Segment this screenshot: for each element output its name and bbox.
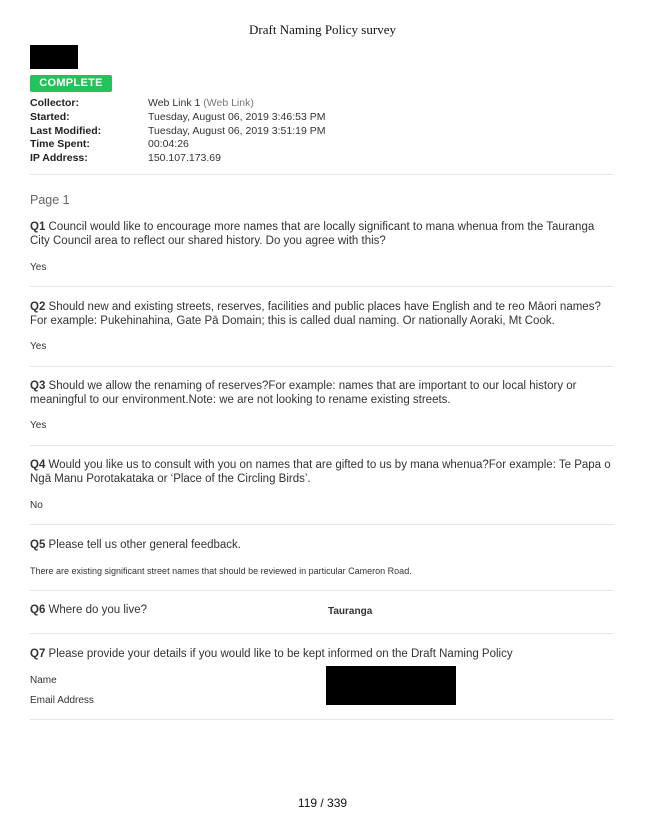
question-text: Should new and existing streets, reserves, facilities and public places have English and te reo Māori names?For example: Pukehinahina, Gate Pā Domain; this is called dual naming. Or nationally Aoraki, Mt Cook. [30,301,601,327]
meta-row-started [30,111,325,125]
answer-1: Yes [30,262,47,273]
divider [30,366,614,367]
collector-value [148,97,254,111]
redacted-contact-details [326,666,456,705]
status-badge: COMPLETE [30,75,112,92]
modified-label: Last Modified: [30,124,102,137]
question-text: Would you like us to consult with you on names that are gifted to us by mana whenua?For example: Te Papa o Ngā Manu Porotakataka or ‘Place of the Circling Birds’. [30,459,611,485]
divider [30,633,614,634]
collector-label: Collector: [30,97,80,109]
time-value: 00:04:26 [148,138,189,151]
divider [30,174,614,175]
meta-row-time [30,138,325,152]
question-number: Q2 [30,301,46,313]
field-label-email: Email Address [30,695,94,706]
redacted-logo [30,45,78,69]
started-label: Started: [30,110,70,123]
time-label: Time Spent: [30,138,90,151]
document-title: Draft Naming Policy survey [249,22,396,37]
question-number: Q6 [30,604,46,616]
question-number: Q3 [30,380,46,392]
question-6 [30,604,310,618]
field-label-name: Name [30,675,57,686]
answer-3: Yes [30,420,47,431]
question-text: Please provide your details if you would like to be kept informed on the Draft Naming Policy [45,648,513,660]
question-1 [30,221,614,248]
answer-5: There are existing significant street names that should be reviewed in particular Cameron Road. [30,566,412,576]
divider [30,719,614,720]
page-label: Page 1 [30,193,70,207]
modified-value: Tuesday, August 06, 2019 3:51:19 PM [148,124,326,137]
collector-type: (Web Link) [203,97,254,109]
divider [30,524,614,525]
meta-row-ip [30,152,325,166]
question-number: Q1 [30,221,46,233]
question-text: Please tell us other general feedback. [45,539,241,551]
question-text: Where do you live? [45,604,147,616]
question-4 [30,459,614,486]
response-metadata [30,97,325,166]
collector-name: Web Link 1 [148,97,201,109]
ip-value: 150.107.173.69 [148,152,221,165]
ip-label: IP Address: [30,152,88,165]
page-number: 119 / 339 [297,796,348,810]
question-number: Q4 [30,459,46,471]
meta-row-collector [30,97,325,111]
question-7 [30,648,614,662]
question-3 [30,380,614,407]
question-text: Should we allow the renaming of reserves?For example: names that are important to our local history or meaningful to our environment.Note: we are not looking to rename existing streets. [30,380,577,406]
answer-6: Tauranga [328,606,373,617]
divider [30,590,614,591]
question-text: Council would like to encourage more names that are locally significant to mana whenua from the Tauranga City Council area to reflect our shared history. Do you agree with this? [30,221,595,247]
question-number: Q7 [30,648,46,660]
question-5 [30,539,614,553]
divider [30,286,614,287]
answer-4: No [30,500,43,511]
question-2 [30,301,614,328]
divider [30,445,614,446]
meta-row-modified [30,125,325,139]
started-value: Tuesday, August 06, 2019 3:46:53 PM [148,110,326,123]
answer-2: Yes [30,341,47,352]
question-number: Q5 [30,539,46,551]
